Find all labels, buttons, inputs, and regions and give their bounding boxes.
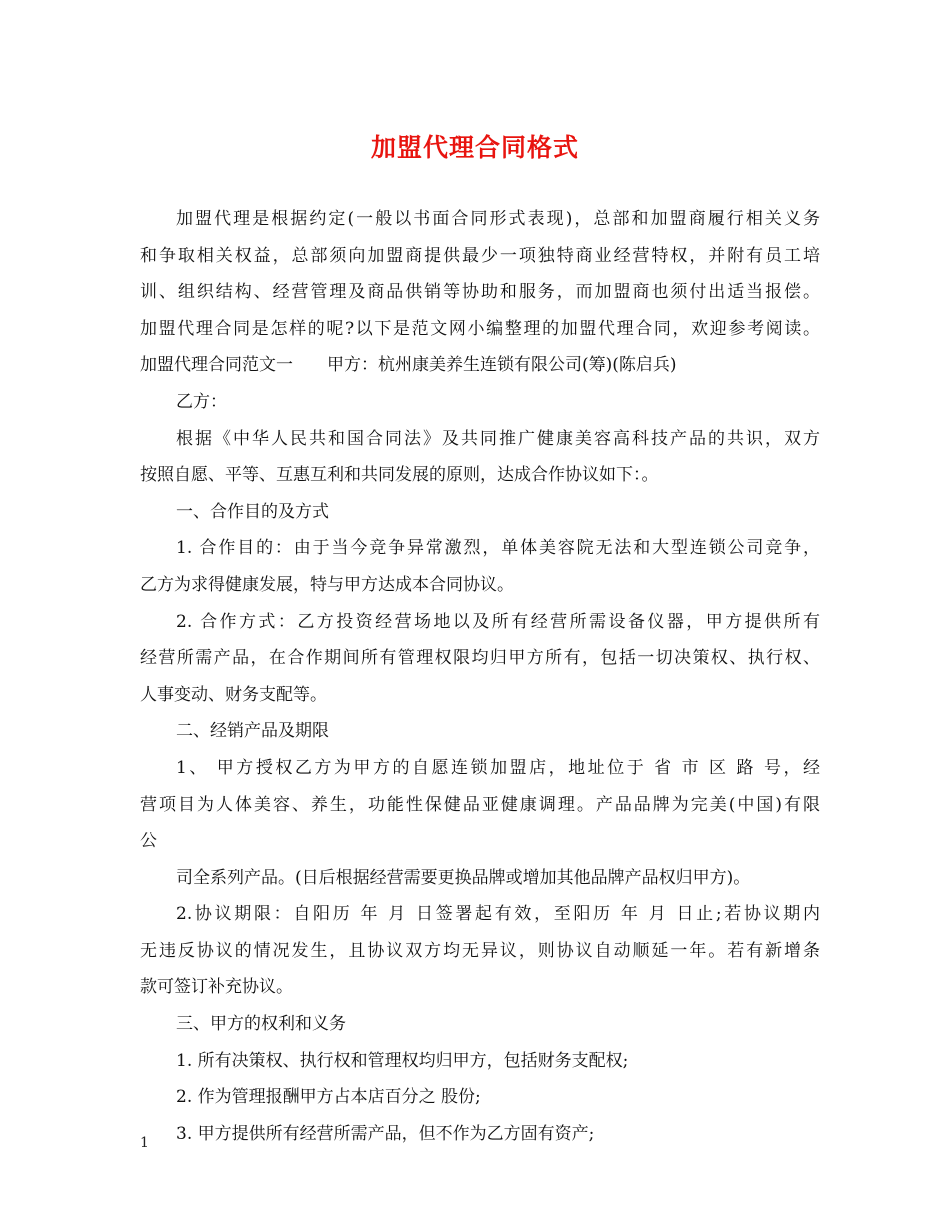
paragraph-line: 乙方为求得健康发展，特与甲方达成本合同协议。 (140, 574, 514, 595)
paragraph-line: 一、合作目的及方式 (176, 501, 329, 522)
page-number: 1 (140, 1135, 149, 1151)
paragraph-line: 加盟代理是根据约定(一般以书面合同形式表现)，总部和加盟商履行相关义务 (176, 209, 820, 229)
paragraph-line: 2.协议期限：自阳历 年 月 日签署起有效，至阳历 年 月 日止;若协议期内 (176, 904, 820, 925)
paragraph-line: 根据《中华人民共和国合同法》及共同推广健康美容高科技产品的共识，双方 (176, 428, 820, 449)
paragraph-line: 加盟代理合同是怎样的呢?以下是范文网小编整理的加盟代理合同，欢迎参考阅读。 (140, 318, 820, 339)
paragraph-line: 司全系列产品。(日后根据经营需要更换品牌或增加其他品牌产品权归甲方)。 (176, 867, 751, 888)
paragraph-line: 无违反协议的情况发生，且协议双方均无异议，则协议自动顺延一年。若有新增条 (140, 940, 820, 961)
paragraph-line: 二、经销产品及期限 (176, 721, 329, 742)
paragraph-line: 3. 甲方提供所有经营所需产品，但不作为乙方固有资产; (176, 1123, 595, 1144)
paragraph-line: 经营所需产品，在合作期间所有管理权限均归甲方所有，包括一切决策权、执行权、 (140, 648, 820, 669)
paragraph-line: 加盟代理合同范文一 甲方：杭州康美养生连锁有限公司(筹)(陈启兵) (140, 355, 677, 376)
paragraph-line: 按照自愿、平等、互惠互利和共同发展的原则，达成合作协议如下：。 (140, 465, 659, 486)
paragraph-line: 三、甲方的权利和义务 (176, 1014, 346, 1035)
document-title: 加盟代理合同格式 (370, 133, 579, 162)
paragraph-line: 1. 合作目的：由于当今竞争异常激烈，单体美容院无法和大型连锁公司竞争， (176, 538, 820, 559)
paragraph-line: 2. 合作方式：乙方投资经营场地以及所有经营所需设备仪器，甲方提供所有 (176, 611, 820, 632)
paragraph-line: 1、 甲方授权乙方为甲方的自愿连锁加盟店，地址位于 省 市 区 路 号，经 (176, 757, 820, 778)
paragraph-line: 款可签订补充协议。 (140, 977, 293, 998)
paragraph-line: 1. 所有决策权、执行权和管理权均归甲方，包括财务支配权; (176, 1050, 629, 1071)
paragraph-line: 训、组织结构、经营管理及商品供销等协助和服务，而加盟商也须付出适当报偿。 (140, 282, 820, 303)
paragraph-line: 公 (140, 831, 157, 852)
paragraph-line: 营项目为人体美容、养生，功能性保健品亚健康调理。产品品牌为完美(中国)有限 (140, 794, 820, 815)
paragraph-line: 2. 作为管理报酬甲方占本店百分之 股份; (176, 1087, 481, 1108)
paragraph-line: 乙方： (176, 391, 227, 412)
paragraph-line: 人事变动、财务支配等。 (140, 684, 327, 705)
paragraph-line: 和争取相关权益，总部须向加盟商提供最少一项独特商业经营特权，并附有员工培 (140, 245, 820, 266)
document-body (140, 201, 820, 1152)
